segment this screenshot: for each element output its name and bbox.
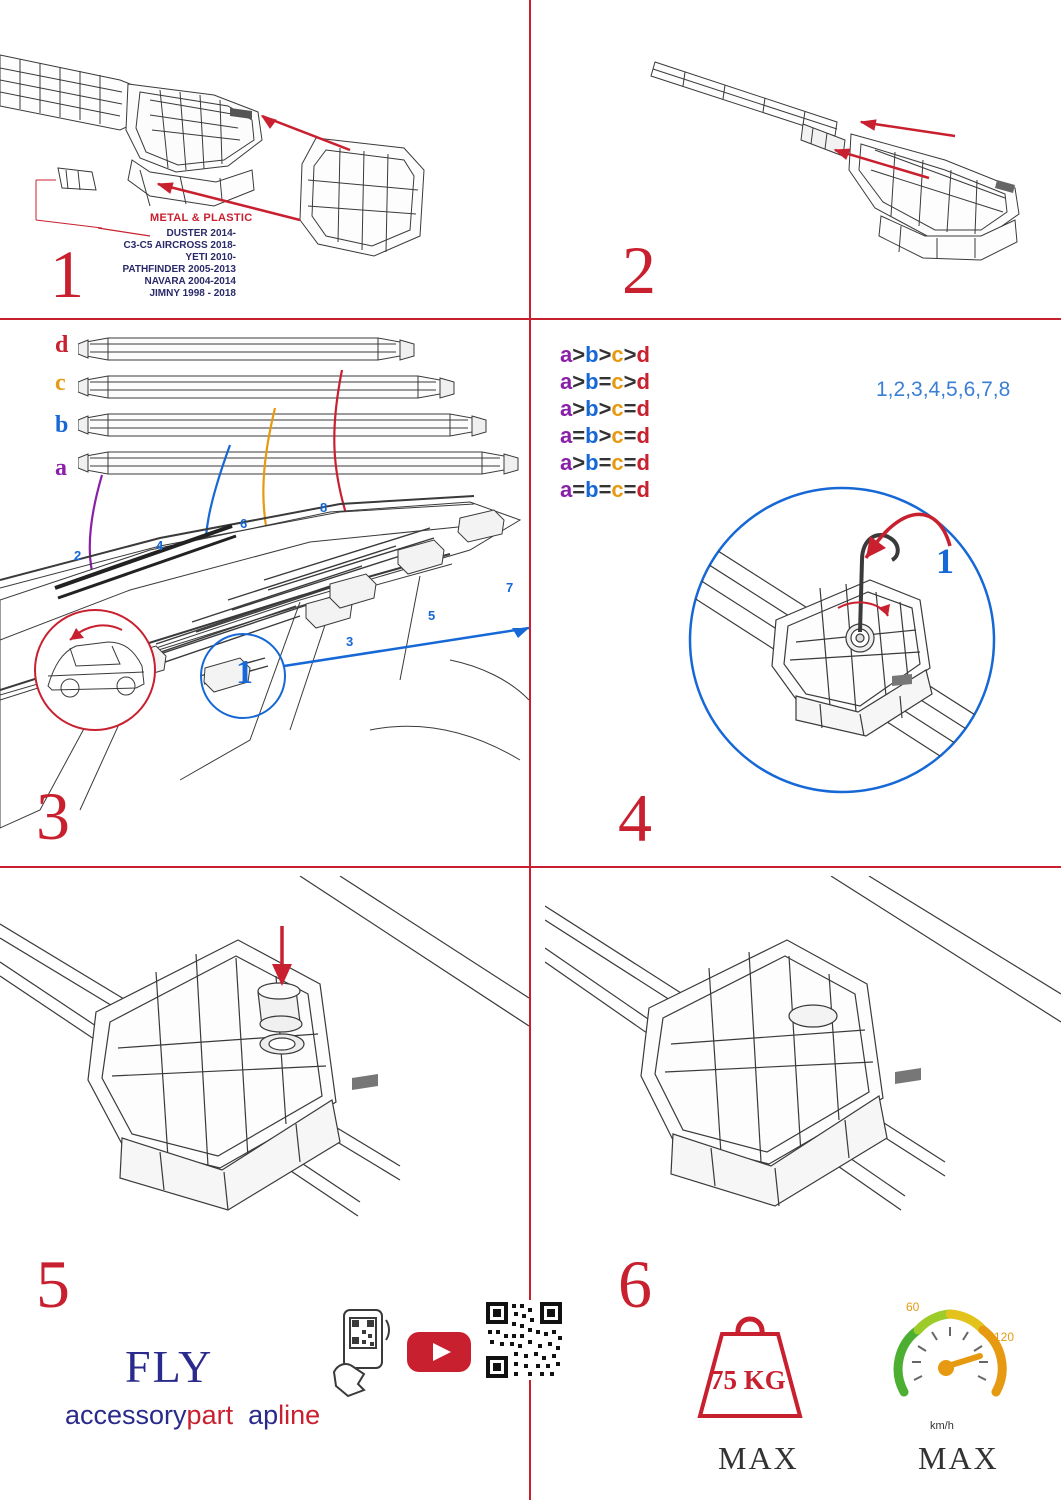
bar-label-b: b — [55, 412, 69, 438]
speed-tick-120: 120 — [994, 1330, 1015, 1344]
step-number-4: 4 — [618, 780, 652, 856]
fitment-item: JIMNY 1998 - 2018 — [149, 288, 236, 299]
equation-1: a>b>c>d — [560, 342, 650, 367]
fitment-item: NAVARA 2004-2014 — [144, 276, 236, 287]
callout-1: 1 — [236, 654, 253, 691]
bar-label-c: c — [55, 370, 66, 396]
callout-4: 4 — [156, 538, 164, 553]
equation-4: a=b>c=d — [560, 423, 650, 448]
speed-tick-60: 60 — [906, 1300, 920, 1314]
callout-6: 6 — [240, 516, 248, 531]
weight-limit-icon — [690, 1294, 810, 1424]
bar-label-a: a — [55, 455, 67, 481]
qr-code[interactable] — [484, 1300, 564, 1380]
equation-6: a=b=c=d — [560, 477, 650, 502]
speed-max-label: MAX — [918, 1440, 999, 1476]
step-number-6: 6 — [618, 1246, 652, 1322]
tighten-sequence-label: 1,2,3,4,5,6,7,8 — [876, 378, 1011, 401]
turn-count-label: 1 — [936, 541, 954, 581]
fitment-item: DUSTER 2014- — [166, 228, 236, 239]
equation-3: a>b>c=d — [560, 396, 650, 421]
divider-col-bottom — [529, 866, 531, 1500]
brand-accessory: accessory — [65, 1400, 187, 1430]
step-number-3: 3 — [36, 778, 70, 854]
step-number-5: 5 — [36, 1246, 70, 1322]
callout-7: 7 — [506, 580, 514, 595]
fitment-item: PATHFINDER 2005-2013 — [122, 264, 236, 275]
brand-line: line — [278, 1400, 321, 1430]
step-number-2: 2 — [622, 232, 656, 308]
weight-max-label: MAX — [718, 1440, 799, 1476]
fitment-list — [100, 228, 236, 300]
fitment-item: C3-C5 AIRCROSS 2018- — [123, 240, 236, 251]
brand-ap: ap — [248, 1400, 279, 1430]
panel5-illustration — [0, 876, 529, 1226]
callout-8: 8 — [320, 500, 328, 515]
bar-label-d: d — [55, 332, 69, 358]
panel3-car-illustration — [0, 480, 529, 860]
equation-2: a>b=c>d — [560, 369, 650, 394]
youtube-icon[interactable] — [406, 1328, 472, 1376]
fitment-item: YETI 2010- — [185, 252, 236, 263]
speed-limit-icon — [890, 1300, 1010, 1420]
callout-3: 3 — [346, 634, 354, 649]
speed-unit-label: km/h — [930, 1420, 954, 1432]
divider-col-mid — [529, 318, 531, 866]
weight-value: 75 KG — [710, 1365, 786, 1395]
callout-5: 5 — [428, 608, 436, 623]
equation-5: a>b=c=d — [560, 450, 650, 475]
brand-wordmark — [65, 1400, 320, 1431]
phone-scan-icon[interactable] — [330, 1306, 392, 1398]
panel6-illustration — [545, 876, 1061, 1226]
product-name: FLY — [125, 1341, 214, 1392]
material-note: METAL & PLASTIC — [150, 212, 253, 224]
divider-col-top — [529, 0, 531, 318]
panel4-detail-illustration — [620, 480, 1061, 810]
callout-2: 2 — [74, 548, 82, 563]
step-number-1: 1 — [50, 236, 84, 312]
brand-part: part — [186, 1400, 234, 1430]
